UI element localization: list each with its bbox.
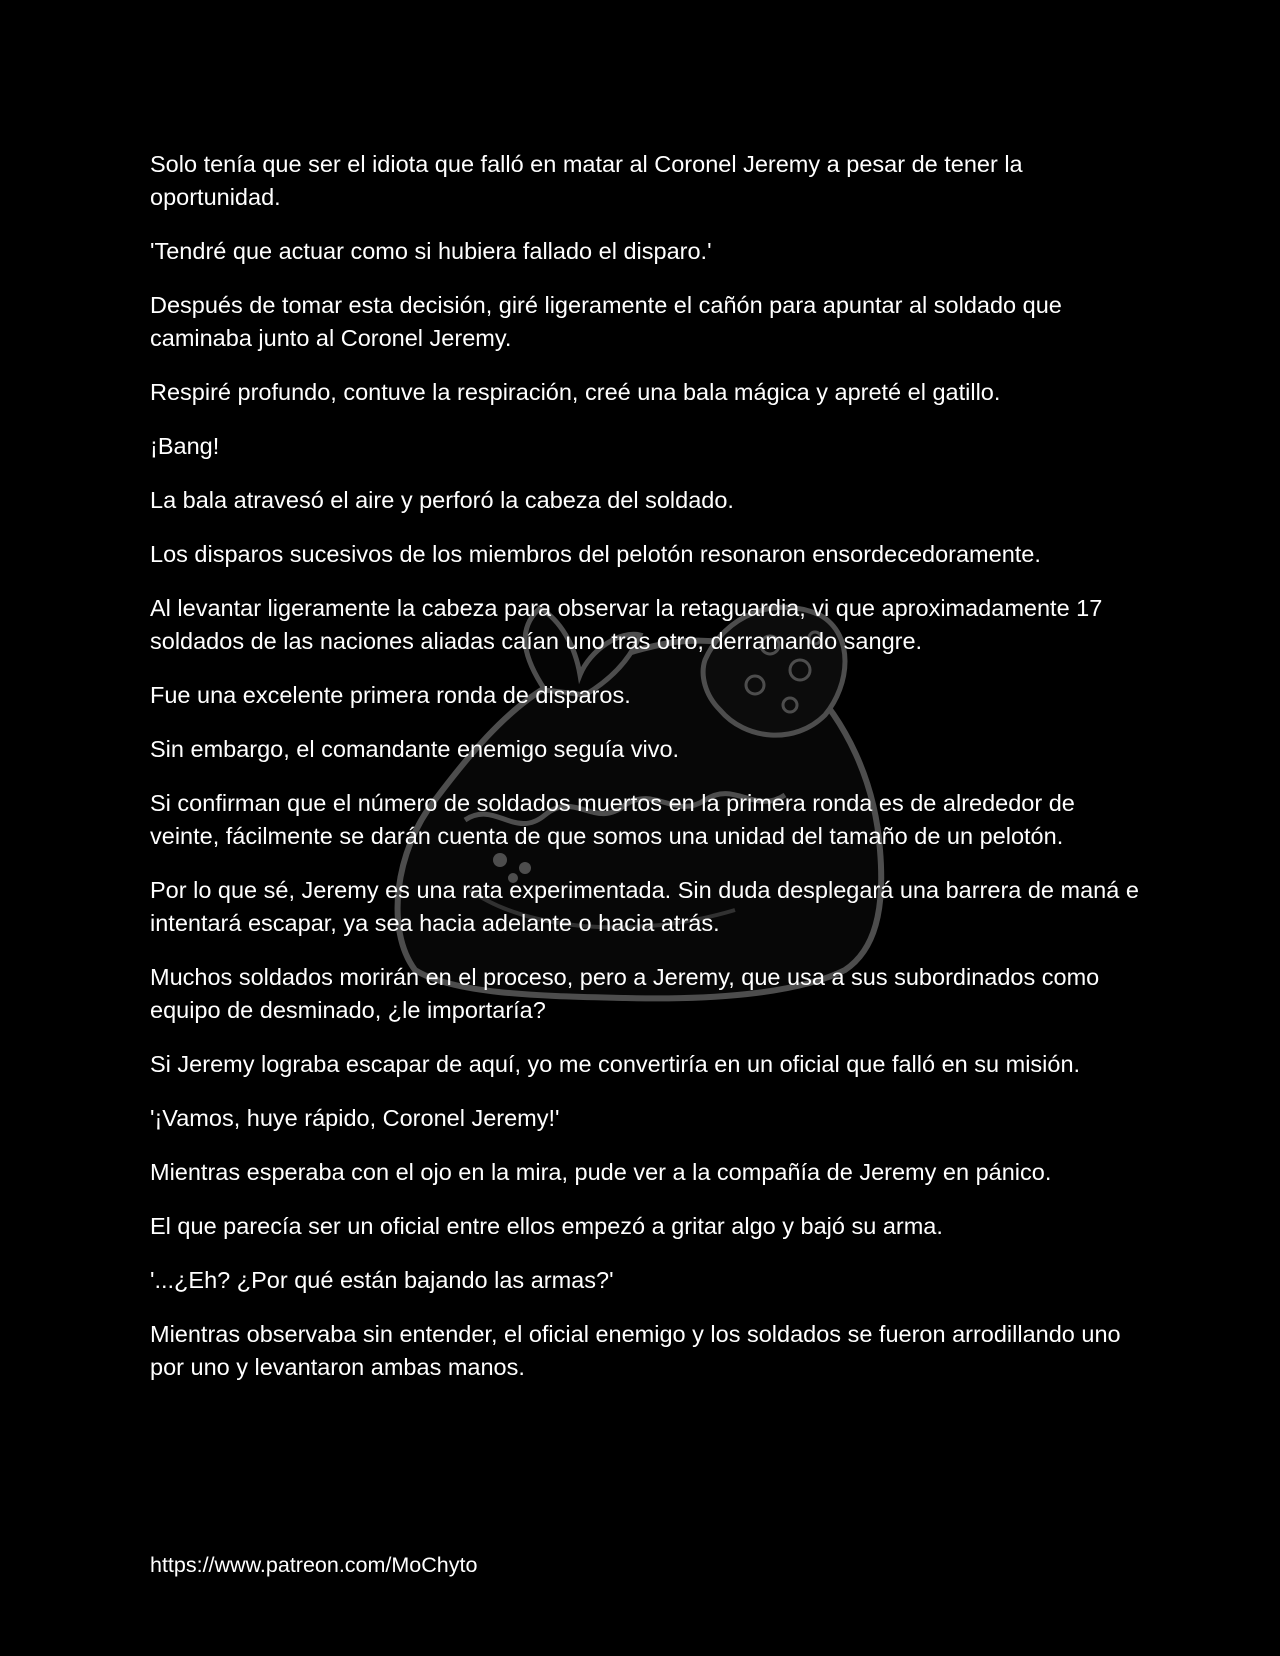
paragraph: '...¿Eh? ¿Por qué están bajando las armas?' xyxy=(150,1267,614,1293)
paragraph: Al levantar ligeramente la cabeza para observar la retaguardia, vi que aproximadamente 17 soldados de las naciones aliadas caían uno tras otro, derramando sangre. xyxy=(150,595,1103,654)
patreon-link[interactable]: https://www.patreon.com/MoChyto xyxy=(150,1553,478,1577)
paragraph: Por lo que sé, Jeremy es una rata experimentada. Sin duda desplegará una barrera de maná e intentará escapar, ya sea hacia adelante o hacia atrás. xyxy=(150,877,1139,936)
paragraph: Los disparos sucesivos de los miembros del pelotón resonaron ensordecedoramente. xyxy=(150,541,1041,567)
paragraph: 'Tendré que actuar como si hubiera fallado el disparo.' xyxy=(150,238,712,264)
document-body xyxy=(150,148,1140,1405)
paragraph: Si confirman que el número de soldados muertos en la primera ronda es de alrededor de veinte, fácilmente se darán cuenta de que somos una unidad del tamaño de un pelotón. xyxy=(150,790,1075,849)
paragraph: Mientras esperaba con el ojo en la mira, pude ver a la compañía de Jeremy en pánico. xyxy=(150,1159,1052,1185)
paragraph: ¡Bang! xyxy=(150,433,220,459)
paragraph: Mientras observaba sin entender, el oficial enemigo y los soldados se fueron arrodillando uno por uno y levantaron ambas manos. xyxy=(150,1321,1121,1380)
paragraph: Solo tenía que ser el idiota que falló en matar al Coronel Jeremy a pesar de tener la oportunidad. xyxy=(150,151,1023,210)
paragraph: La bala atravesó el aire y perforó la cabeza del soldado. xyxy=(150,487,734,513)
paragraph: Respiré profundo, contuve la respiración, creé una bala mágica y apreté el gatillo. xyxy=(150,379,1001,405)
paragraph: El que parecía ser un oficial entre ellos empezó a gritar algo y bajó su arma. xyxy=(150,1213,943,1239)
paragraph: '¡Vamos, huye rápido, Coronel Jeremy!' xyxy=(150,1105,560,1131)
paragraph: Fue una excelente primera ronda de disparos. xyxy=(150,682,631,708)
paragraph: Si Jeremy lograba escapar de aquí, yo me convertiría en un oficial que falló en su misión. xyxy=(150,1051,1081,1077)
paragraph: Después de tomar esta decisión, giré ligeramente el cañón para apuntar al soldado que caminaba junto al Coronel Jeremy. xyxy=(150,292,1062,351)
paragraph: Muchos soldados morirán en el proceso, pero a Jeremy, que usa a sus subordinados como equipo de desminado, ¿le importaría? xyxy=(150,964,1100,1023)
paragraph: Sin embargo, el comandante enemigo seguía vivo. xyxy=(150,736,680,762)
